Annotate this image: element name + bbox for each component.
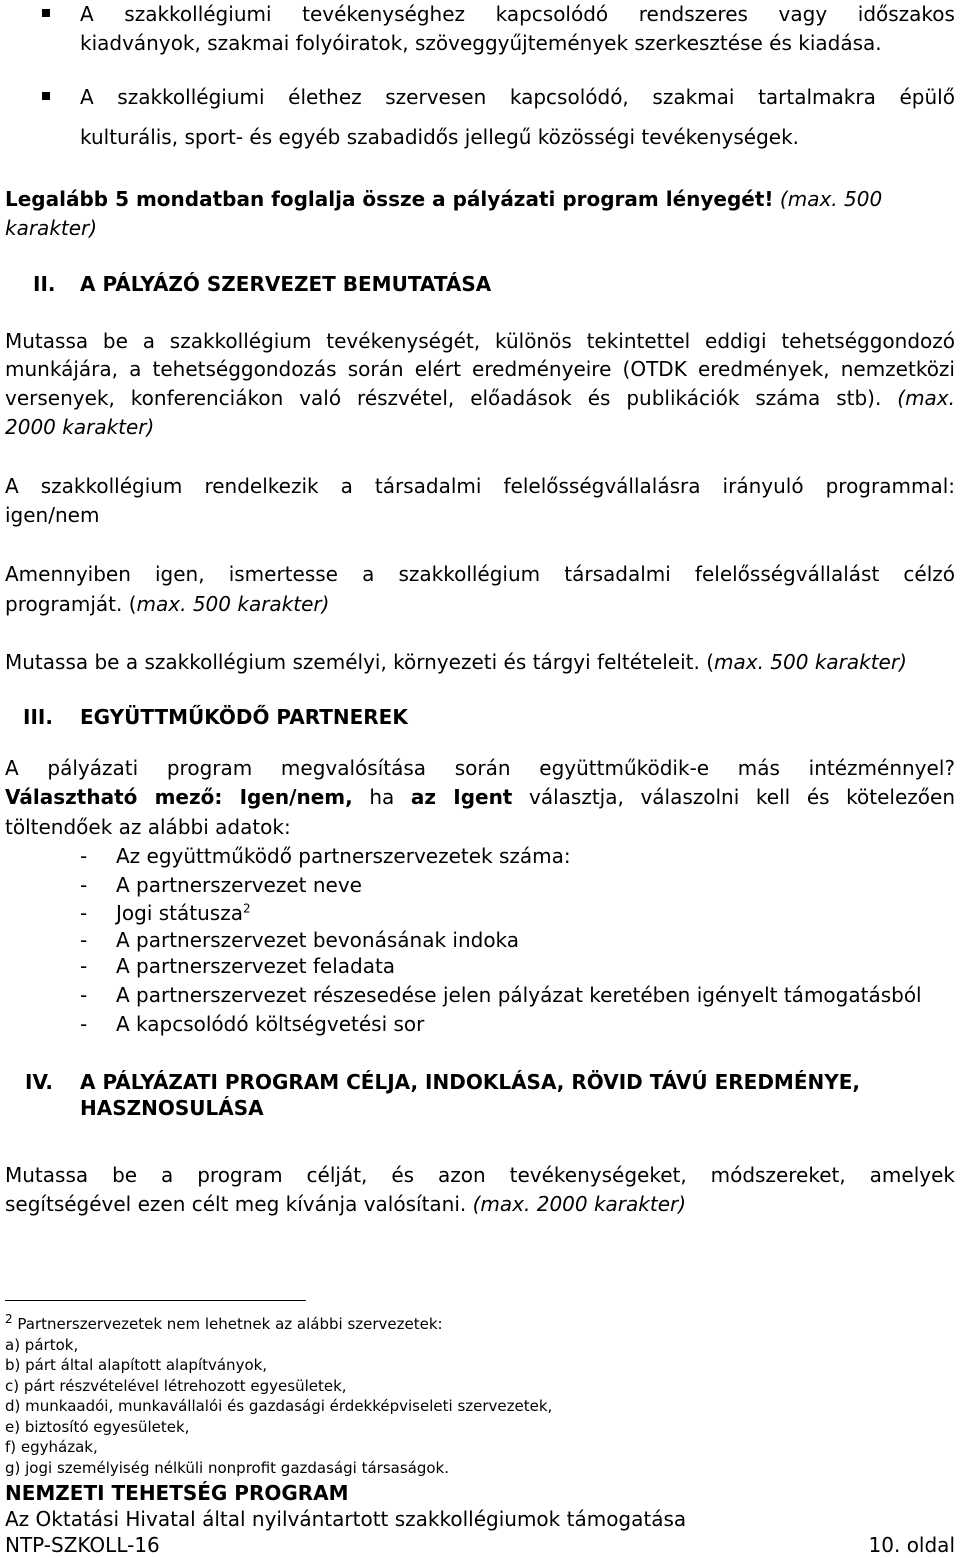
word: kapcsolódó, bbox=[509, 85, 629, 109]
footer-code: NTP-SZKOLL-16 bbox=[5, 1533, 160, 1557]
list-item-text: A partnerszervezet bevonásának indoka bbox=[116, 928, 520, 952]
para-limit: (max. bbox=[897, 386, 955, 410]
section-2-para-1-tail: 2000 karakter) bbox=[5, 415, 155, 439]
footnote-item: e) biztosító egyesületek, bbox=[5, 1418, 190, 1436]
section-4-title-line-2: HASZNOSULÁSA bbox=[80, 1096, 264, 1120]
footnote-separator bbox=[5, 1300, 306, 1301]
section-2-para-3-limit: max. 500 karakter) bbox=[136, 592, 330, 616]
section-2-para-1-line-3-text bbox=[5, 386, 955, 410]
footer-subtitle: Az Oktatási Hivatal által nyilvántartott szakkollégiumok támogatása bbox=[5, 1507, 687, 1531]
section-2-para-3-line-2 bbox=[5, 591, 329, 617]
word: szakkollégiumi bbox=[117, 85, 265, 109]
section-2-para-1-line-1: Mutassa be a szakkollégium tevékenységét, különös tekintettel eddigi tehetséggondozó bbox=[5, 329, 955, 353]
footnote-mark: 2 bbox=[5, 1312, 13, 1326]
summary-prompt-limit-cont: karakter) bbox=[5, 216, 98, 240]
word: szervesen bbox=[385, 85, 487, 109]
section-2-para-3-text: programját. ( bbox=[5, 592, 137, 616]
section-3-question-line-2 bbox=[5, 784, 955, 810]
list-item: - A partnerszervezet neve bbox=[80, 873, 362, 897]
page-number: 10. oldal bbox=[868, 1533, 955, 1557]
section-2-para-3-line-1: Amennyiben igen, ismertesse a szakkollégium társadalmi felelősségvállalást célzó bbox=[5, 562, 955, 586]
section-3-choice-label: Választható mező: Igen/nem, bbox=[5, 785, 353, 809]
section-3-q-text-1: ha bbox=[352, 785, 411, 809]
bullet-2-line-2: kulturális, sport- és egyéb szabadidős jellegű közösségi tevékenységek. bbox=[80, 125, 800, 149]
bullet-square bbox=[42, 92, 50, 100]
footnote-item: f) egyházak, bbox=[5, 1438, 98, 1456]
section-2-para-2-line-1: A szakkollégium rendelkezik a társadalmi felelősségvállalásra irányuló programmal: bbox=[5, 474, 955, 498]
footnote-item: d) munkaadói, munkavállalói és gazdasági érdekképviseleti szervezetek, bbox=[5, 1397, 553, 1415]
word: A bbox=[80, 85, 94, 109]
word: tevékenységhez bbox=[302, 2, 465, 26]
section-2-para-2-line-2: igen/nem bbox=[5, 503, 100, 527]
section-3-question-line-3: töltendőek az alábbi adatok: bbox=[5, 815, 291, 839]
section-2-para-1-line-3 bbox=[5, 385, 955, 411]
footnote-item: a) pártok, bbox=[5, 1336, 79, 1354]
section-2-para-1-line-2: munkájára, a tehetséggondozás során elért eredményeire (OTDK eredmények, nemzetközi bbox=[5, 357, 955, 381]
section-4-para-line-2 bbox=[5, 1191, 686, 1217]
list-item-text: A partnerszervezet részesedése jelen pályázat keretében igényelt támogatásból bbox=[116, 983, 922, 1007]
section-2-para-4 bbox=[5, 649, 907, 675]
footnote-intro bbox=[5, 1314, 443, 1334]
list-item-text: Jogi státusza bbox=[116, 901, 243, 925]
word: szakkollégiumi bbox=[124, 2, 272, 26]
bullet-1-line-1 bbox=[80, 1, 955, 27]
section-4-para-line-1: Mutassa be a program célját, és azon tevékenységeket, módszereket, amelyek bbox=[5, 1163, 955, 1187]
summary-prompt-bold: Legalább 5 mondatban foglalja össze a pályázati program lényegét! bbox=[5, 187, 774, 211]
section-2-para-4-text: Mutassa be a szakkollégium személyi, környezeti és tárgyi feltételeit. ( bbox=[5, 650, 714, 674]
section-3-yes-label: az Igent bbox=[410, 785, 513, 809]
section-3-q-text-2: választja, válaszolni kell és kötelezően bbox=[512, 785, 955, 809]
word: épülő bbox=[899, 85, 955, 109]
bullet-1-line-2: kiadványok, szakmai folyóiratok, szöveggyűjtemények szerkesztése és kiadása. bbox=[80, 31, 882, 55]
section-4-para-limit: (max. 2000 karakter) bbox=[472, 1192, 687, 1216]
footnote-item: b) párt által alapított alapítványok, bbox=[5, 1356, 268, 1374]
section-2-number: II. bbox=[33, 272, 56, 296]
list-item-text: A kapcsolódó költségvetési sor bbox=[116, 1012, 425, 1036]
list-item: - A partnerszervezet feladata bbox=[80, 954, 396, 978]
summary-prompt-limit: (max. 500 bbox=[779, 187, 883, 211]
word: rendszeres bbox=[638, 2, 748, 26]
section-2-title: A PÁLYÁZÓ SZERVEZET BEMUTATÁSA bbox=[80, 272, 492, 296]
footnote-intro-text: Partnerszervezetek nem lehetnek az alábbi szervezetek: bbox=[12, 1315, 443, 1333]
word: vagy bbox=[778, 2, 828, 26]
footnote-reference[interactable]: 2 bbox=[242, 901, 251, 916]
list-item: - Az együttműködő partnerszervezetek száma: bbox=[80, 844, 571, 868]
word: kapcsolódó bbox=[495, 2, 609, 26]
list-item: - A partnerszervezet bevonásának indoka bbox=[80, 928, 520, 952]
footnote-item: g) jogi személyiség nélküli nonprofit gazdasági társaságok. bbox=[5, 1459, 449, 1477]
list-item: - A kapcsolódó költségvetési sor bbox=[80, 1012, 425, 1036]
list-item-text: A partnerszervezet neve bbox=[116, 873, 362, 897]
section-2-para-4-limit: max. 500 karakter) bbox=[714, 650, 907, 674]
section-4-title-line-1: A PÁLYÁZATI PROGRAM CÉLJA, INDOKLÁSA, RÖVID TÁVÚ EREDMÉNYE, bbox=[80, 1070, 860, 1094]
para-text: versenyek, konferenciákon való részvétel, előadások és publikációk száma stb). bbox=[5, 386, 898, 410]
section-3-number: III. bbox=[23, 705, 53, 729]
section-3-question-line-1: A pályázati program megvalósítása során együttműködik-e más intézménnyel? bbox=[5, 756, 955, 780]
word: tartalmakra bbox=[758, 85, 876, 109]
bullet-square bbox=[42, 9, 50, 17]
list-item-text: A partnerszervezet feladata bbox=[116, 954, 396, 978]
footnote-item: c) párt részvételével létrehozott egyesületek, bbox=[5, 1377, 347, 1395]
footer-program-name: NEMZETI TEHETSÉG PROGRAM bbox=[5, 1481, 349, 1505]
word: időszakos bbox=[857, 2, 955, 26]
section-3-title: EGYÜTTMŰKÖDŐ PARTNEREK bbox=[80, 705, 408, 729]
word: élethez bbox=[288, 85, 362, 109]
summary-prompt bbox=[5, 186, 882, 212]
section-4-number: IV. bbox=[25, 1070, 53, 1094]
list-item: - A partnerszervezet részesedése jelen pályázat keretében igényelt támogatásból bbox=[80, 983, 922, 1007]
list-item-text: Az együttműködő partnerszervezetek száma: bbox=[116, 844, 571, 868]
section-4-para-text: segítségével ezen célt meg kívánja valósítani. bbox=[5, 1192, 473, 1216]
bullet-2-line-1 bbox=[80, 84, 955, 110]
word: szakmai bbox=[652, 85, 735, 109]
word: A bbox=[80, 2, 94, 26]
list-item: - Jogi státusza$^2$ bbox=[80, 901, 251, 925]
